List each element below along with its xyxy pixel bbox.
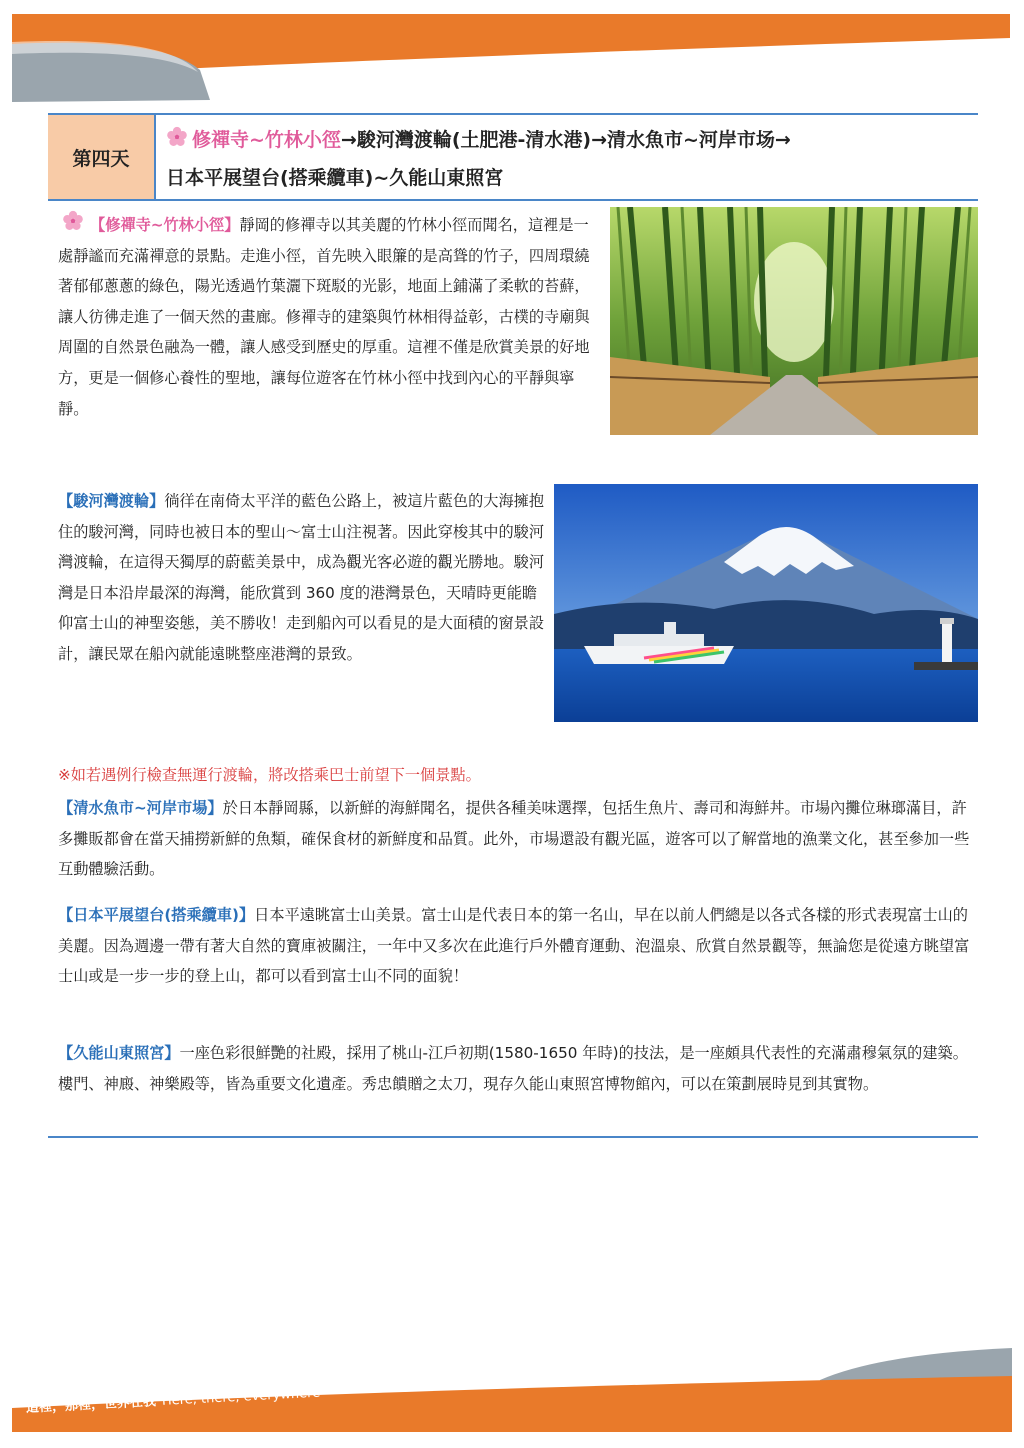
nihondaira-heading: 【日本平展望台(搭乘纜車)】 (58, 906, 255, 924)
route-highlight: 修禪寺~竹林小徑 (192, 129, 341, 151)
ferry-paragraph (58, 486, 544, 670)
header-slogan: 這裡，那裡，世界在我 Here, there, everywhere (703, 38, 999, 69)
kunozan-body: 一座色彩很鮮艷的社殿，採用了桃山-江戶初期(1580-1650 年時)的技法，是一座頗具代表性的充滿肅穆氣氛的建築。樓門、神廄、神樂殿等，皆為重要文化遺產。秀忠饋贈之太刀，現存久能山東照宮博物館內，可以在策劃展時見到其實物。 (58, 1044, 968, 1093)
footer-slogan: 這裡，那裡，世界在我 Here, there, everywhere (25, 1385, 321, 1416)
shuzenji-paragraph (58, 210, 598, 424)
nihondaira-body: 日本平遠眺富士山美景。富士山是代表日本的第一名山，早在以前人們總是以各式各樣的形式表現富士山的美麗。因為週邊一帶有著大自然的寶庫被關注，一年中又多次在此進行戶外體育運動、泡溫泉、欣賞自然景觀等，無論您是從遠方眺望富士山或是一步一步的登上山，都可以看到富士山不同的面貌！ (58, 906, 970, 986)
ferry-heading: 【駿河灣渡輪】 (58, 492, 165, 510)
sakura-icon (166, 126, 188, 148)
section-divider (48, 1136, 978, 1138)
route-line1: →駿河灣渡輪(土肥港-清水港)→清水魚市~河岸市场→ (340, 129, 791, 151)
sakura-icon (62, 210, 84, 232)
market-paragraph (58, 793, 974, 885)
route-line2: 日本平展望台(搭乘纜車)~久能山東照宮 (166, 167, 504, 189)
ferry-body: 徜徉在南倚太平洋的藍色公路上，被這片藍色的大海擁抱住的駿河灣，同時也被日本的聖山～富士山注視著。因此穿梭其中的駿河灣渡輪，在這得天獨厚的蔚藍美景中，成為觀光客必遊的觀光勝地。駿河灣是日本沿岸最深的海灣，能欣賞到 360 度的港灣景色，天晴時更能瞻仰富士山的神聖姿態，美不勝收！走到船內可以看見的是大面積的窗景設計，讓民眾在船內就能遠眺整座港灣的景致。 (58, 492, 544, 663)
nihondaira-paragraph (58, 900, 974, 992)
day-label: 第四天 (48, 115, 156, 199)
market-body: 於日本靜岡縣，以新鮮的海鮮聞名，提供各種美味選擇，包括生魚片、壽司和海鮮丼。市場內攤位琳瑯滿目，許多攤販都會在當天捕撈新鮮的魚類，確保食材的新鮮度和品質。此外，市場還設有觀光區，遊客可以了解當地的漁業文化，甚至參加一些互動體驗活動。 (58, 799, 970, 879)
market-heading: 【清水魚市~河岸市場】 (58, 799, 223, 817)
mount-fuji-ferry-photo (554, 484, 978, 722)
bamboo-forest-photo (610, 207, 978, 435)
kunozan-paragraph (58, 1038, 974, 1099)
shuzenji-heading: 【修禪寺~竹林小徑】 (90, 216, 240, 234)
day-route (156, 115, 978, 199)
kunozan-heading: 【久能山東照宮】 (58, 1044, 180, 1062)
ferry-note: ※如若遇例行檢查無運行渡輪，將改搭乘巴士前望下一個景點。 (58, 766, 481, 784)
day-header (48, 113, 978, 201)
shuzenji-body: 靜岡的修禪寺以其美麗的竹林小徑而聞名，這裡是一處靜謐而充滿禪意的景點。走進小徑，首先映入眼簾的是高聳的竹子，四周環繞著郁郁蔥蔥的綠色，陽光透過竹葉灑下斑駁的光影，地面上鋪滿了柔軟的苔蘚，讓人彷彿走進了一個天然的畫廊。修禪寺的建築與竹林相得益彰，古樸的寺廟與周圍的自然景色融為一體，讓人感受到歷史的厚重。這裡不僅是欣賞美景的好地方，更是一個修心養性的聖地，讓每位遊客在竹林小徑中找到內心的平靜與寧靜。 (58, 216, 590, 418)
